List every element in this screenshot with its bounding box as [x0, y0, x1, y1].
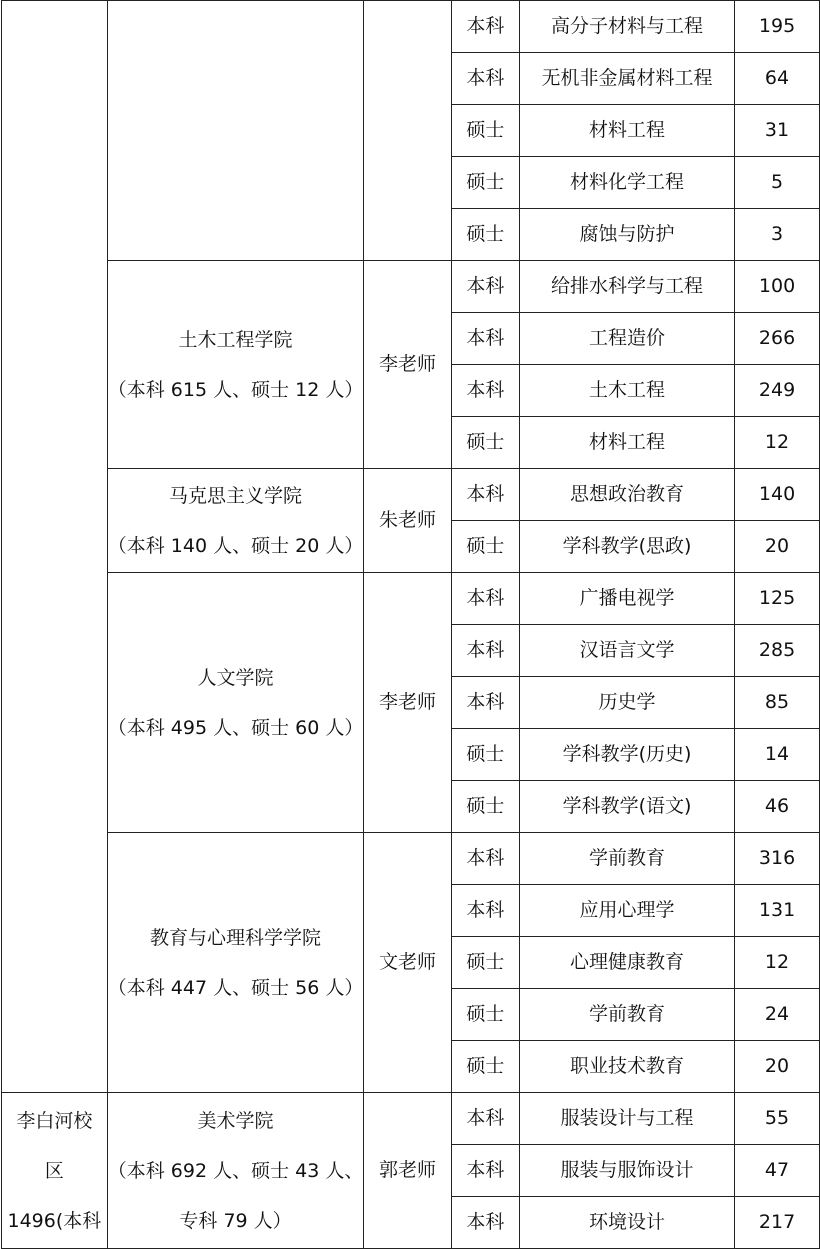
count-cell: 285	[735, 625, 820, 677]
major-cell: 学前教育	[520, 833, 735, 885]
count-cell: 14	[735, 729, 820, 781]
count-cell: 20	[735, 1041, 820, 1093]
count-cell: 46	[735, 781, 820, 833]
teacher-cell	[364, 1, 451, 261]
campus-line: 区	[44, 1159, 64, 1182]
major-cell: 广播电视学	[520, 573, 735, 625]
level-cell: 本科	[451, 365, 519, 417]
teacher-cell: 文老师	[364, 833, 451, 1093]
level-cell: 硕士	[451, 521, 519, 573]
campus-line: 李白河校	[16, 1109, 93, 1132]
level-cell: 本科	[451, 677, 519, 729]
count-cell: 217	[735, 1197, 820, 1249]
level-cell: 本科	[451, 1197, 519, 1249]
major-cell: 学科教学(思政)	[520, 521, 735, 573]
level-cell: 本科	[451, 53, 519, 105]
level-cell: 硕士	[451, 729, 519, 781]
count-cell: 12	[735, 417, 820, 469]
table-row	[2, 469, 820, 521]
teacher-cell: 郭老师	[364, 1093, 451, 1249]
level-cell: 硕士	[451, 105, 519, 157]
level-cell: 本科	[451, 573, 519, 625]
level-cell: 本科	[451, 261, 519, 313]
level-cell: 本科	[451, 313, 519, 365]
count-cell: 125	[735, 573, 820, 625]
level-cell: 本科	[451, 885, 519, 937]
count-cell: 266	[735, 313, 820, 365]
major-cell: 材料工程	[520, 105, 735, 157]
major-cell: 给排水科学与工程	[520, 261, 735, 313]
campus-cell	[2, 1093, 108, 1249]
college-cell	[107, 1, 364, 261]
college-cell	[107, 1093, 364, 1249]
major-cell: 工程造价	[520, 313, 735, 365]
count-cell: 140	[735, 469, 820, 521]
teacher-cell: 李老师	[364, 573, 451, 833]
count-cell: 316	[735, 833, 820, 885]
college-summary: 专科 79 人）	[179, 1209, 292, 1232]
count-cell: 64	[735, 53, 820, 105]
table-body	[2, 1, 820, 1249]
college-name: 土木工程学院	[178, 328, 293, 351]
level-cell: 硕士	[451, 417, 519, 469]
major-cell: 心理健康教育	[520, 937, 735, 989]
major-cell: 材料化学工程	[520, 157, 735, 209]
count-cell: 5	[735, 157, 820, 209]
college-cell	[107, 261, 364, 469]
major-cell: 腐蚀与防护	[520, 209, 735, 261]
college-summary: （本科 495 人、硕士 60 人）	[107, 716, 364, 739]
campus-line: 1496(本科	[7, 1209, 102, 1232]
count-cell: 55	[735, 1093, 820, 1145]
college-name: 人文学院	[197, 666, 274, 689]
count-cell: 249	[735, 365, 820, 417]
major-cell: 无机非金属材料工程	[520, 53, 735, 105]
table-row	[2, 261, 820, 313]
college-name: 马克思主义学院	[169, 484, 303, 507]
level-cell: 硕士	[451, 989, 519, 1041]
major-cell: 学前教育	[520, 989, 735, 1041]
major-cell: 学科教学(语文)	[520, 781, 735, 833]
level-cell: 本科	[451, 625, 519, 677]
major-cell: 学科教学(历史)	[520, 729, 735, 781]
count-cell: 100	[735, 261, 820, 313]
major-cell: 应用心理学	[520, 885, 735, 937]
college-cell	[107, 833, 364, 1093]
enrollment-table	[1, 0, 820, 1249]
count-cell: 24	[735, 989, 820, 1041]
college-cell	[107, 573, 364, 833]
major-cell: 职业技术教育	[520, 1041, 735, 1093]
major-cell: 高分子材料与工程	[520, 1, 735, 53]
level-cell: 本科	[451, 469, 519, 521]
level-cell: 本科	[451, 1, 519, 53]
count-cell: 31	[735, 105, 820, 157]
level-cell: 硕士	[451, 157, 519, 209]
count-cell: 3	[735, 209, 820, 261]
table-row	[2, 1093, 820, 1145]
campus-cell	[2, 1, 108, 1093]
level-cell: 硕士	[451, 1041, 519, 1093]
college-cell	[107, 469, 364, 573]
major-cell: 历史学	[520, 677, 735, 729]
major-cell: 材料工程	[520, 417, 735, 469]
major-cell: 土木工程	[520, 365, 735, 417]
level-cell: 本科	[451, 1145, 519, 1197]
count-cell: 20	[735, 521, 820, 573]
major-cell: 服装与服饰设计	[520, 1145, 735, 1197]
college-name: 美术学院	[197, 1109, 274, 1132]
table-row	[2, 833, 820, 885]
table-row	[2, 573, 820, 625]
major-cell: 汉语言文学	[520, 625, 735, 677]
major-cell: 服装设计与工程	[520, 1093, 735, 1145]
college-name: 教育与心理科学学院	[150, 926, 322, 949]
count-cell: 12	[735, 937, 820, 989]
teacher-cell: 朱老师	[364, 469, 451, 573]
level-cell: 本科	[451, 1093, 519, 1145]
level-cell: 硕士	[451, 209, 519, 261]
level-cell: 本科	[451, 833, 519, 885]
major-cell: 思想政治教育	[520, 469, 735, 521]
level-cell: 硕士	[451, 937, 519, 989]
count-cell: 195	[735, 1, 820, 53]
college-summary: （本科 615 人、硕士 12 人）	[107, 378, 364, 401]
count-cell: 47	[735, 1145, 820, 1197]
count-cell: 131	[735, 885, 820, 937]
college-summary: （本科 447 人、硕士 56 人）	[107, 976, 364, 999]
college-summary: （本科 692 人、硕士 43 人、	[107, 1159, 364, 1182]
major-cell: 环境设计	[520, 1197, 735, 1249]
level-cell: 硕士	[451, 781, 519, 833]
teacher-cell: 李老师	[364, 261, 451, 469]
table-row	[2, 1, 820, 53]
count-cell: 85	[735, 677, 820, 729]
college-summary: （本科 140 人、硕士 20 人）	[107, 534, 364, 557]
